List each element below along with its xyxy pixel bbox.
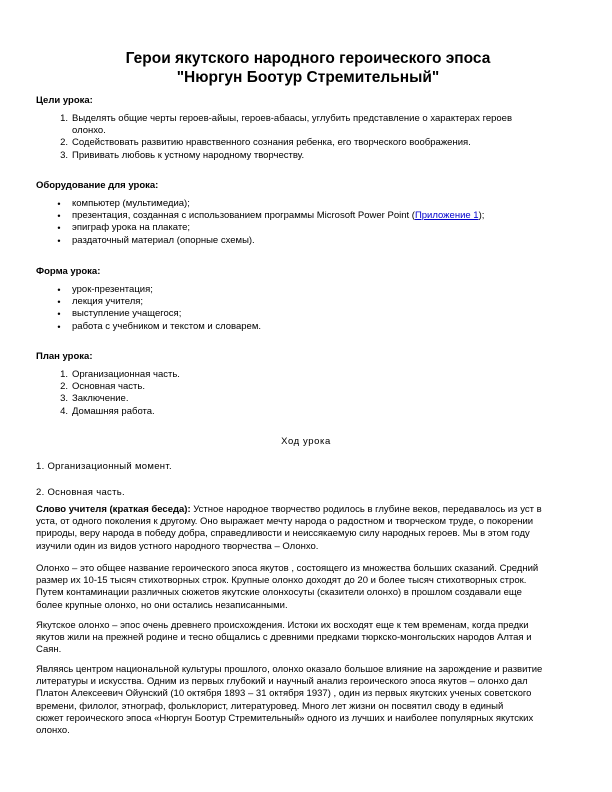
equipment-item-text: раздаточный материал (опорные схемы).: [72, 234, 255, 246]
plan-item-number: 4.: [60, 405, 68, 417]
goals-heading: Цели урока:: [36, 95, 93, 106]
lesson-flow-heading: Ход урока: [281, 436, 331, 447]
paragraph-line: якутов жили на прежней родине и тесно общались с древними предками тюркско-монгольских народов Алтая и: [36, 632, 532, 644]
form-item-4: [0, 321, 562, 333]
plan-heading: План урока:: [36, 351, 93, 362]
form-list: [0, 284, 562, 333]
form-item-text: работа с учебником и текстом и словарем.: [72, 320, 262, 332]
plan-item-2: [0, 381, 562, 393]
teacher-word-lead: Слово учителя (краткая беседа):: [36, 504, 191, 515]
title-line-1: Герои якутского народного героического эпоса: [125, 50, 491, 67]
paragraph-line: Саян.: [36, 644, 62, 656]
equipment-item-1: [0, 198, 562, 210]
equipment-item-2: [0, 210, 562, 222]
plan-item-4: [0, 406, 562, 418]
paragraph-line: природы, веру народа в победу добра, справедливости и неиссякаемую силу народных героев. Мы в этом году: [36, 528, 530, 540]
plan-item-number: 2.: [60, 381, 68, 393]
equipment-item-text-post: );: [478, 210, 485, 222]
equipment-heading: Оборудование для урока:: [36, 180, 159, 191]
bullet-icon: •: [57, 223, 61, 234]
form-item-2: [0, 296, 562, 308]
bullet-icon: •: [57, 297, 61, 308]
form-item-text: лекция учителя;: [72, 296, 144, 308]
paragraph-line: олонхо.: [36, 725, 70, 737]
equipment-item-text-pre: презентация, созданная с использованием программы Microsoft Power Point (: [72, 210, 415, 222]
paragraph-line: Олонхо – это общее название героического эпоса якутов , состоящего из множества больших сказаний. Средний: [36, 563, 539, 574]
bullet-icon: •: [57, 309, 61, 320]
paragraph-line: времени, филолог, этнограф, фольклорист, литературовед. Много лет жизни он посвятил своду в единый: [36, 700, 504, 712]
appendix-1-link[interactable]: Приложение 1: [414, 210, 479, 222]
form-item-text: урок-презентация;: [72, 284, 153, 295]
goals-list: [0, 113, 562, 162]
goals-item-text-line: олонхо.: [72, 125, 106, 137]
goals-item-2: [0, 137, 562, 149]
paragraph-line: литературы и искусства. Одним из первых глубокий и научный анализ героического эпоса якутов – олонхо дал: [36, 676, 528, 688]
plan-item-text: Организационная часть.: [72, 369, 180, 380]
paragraph-line: Устное народное творчество родилось в глубине веков, передавалось из уст в: [190, 504, 542, 515]
form-item-text: выступление учащегося;: [72, 308, 182, 320]
teacher-word-paragraph: [36, 504, 581, 553]
equipment-item-text: [72, 210, 562, 222]
paragraph-line: размер их 10-15 тысяч стихотворных строк. Крупные олонхо доходят до 20 и более тысяч стихотворных строк.: [36, 575, 527, 587]
paragraph-line: изучили один из видов устного народного творчества – Олонхо.: [36, 540, 319, 552]
goals-item-number: 3.: [60, 149, 68, 161]
goals-item-text: Прививать любовь к устному народному творчеству.: [72, 149, 305, 161]
paragraph-line: Якутское олонхо – эпос очень древнего происхождения. Истоки их восходят еще к тем временам, когда предки: [36, 620, 529, 631]
plan-item-text: Домашняя работа.: [72, 405, 155, 417]
paragraph-line: Путем контаминации различных сюжетов якутские олонхосуты (сказители олонхо) в прошлом создавали еще: [36, 587, 522, 599]
part-1-heading: 1. Организационный момент.: [36, 461, 172, 472]
goals-item-text: [72, 113, 562, 137]
plan-item-1: [0, 369, 562, 381]
form-heading: Форма урока:: [36, 266, 101, 277]
plan-item-3: [0, 393, 562, 405]
paragraph-line: Являясь центром национальной культуры прошлого, олонхо оказало большое влияние на зарождение и развитие: [36, 664, 543, 675]
plan-item-text: Заключение.: [72, 393, 129, 405]
bullet-icon: •: [57, 235, 61, 246]
goals-item-text-line: Выделять общие черты героев-айыы, героев-абаасы, углубить представление о характерах героев: [72, 113, 513, 124]
equipment-list: [0, 198, 562, 247]
part-2-heading: 2. Основная часть.: [36, 487, 125, 498]
olonkho-definition-paragraph: [36, 563, 581, 612]
plan-item-number: 3.: [60, 393, 68, 405]
goals-item-number: 2.: [60, 137, 68, 149]
bullet-icon: •: [57, 199, 61, 209]
plan-item-text: Основная часть.: [72, 381, 145, 393]
paragraph-line: уста, от одного поколения к другому. Оно выражает мечту народа о радостном и творческом труде, о покорении: [36, 516, 534, 528]
paragraph-line: Платон Алексеевич Ойунский (10 октября 1893 – 31 октября 1937) , один из первых якутских ученых советского: [36, 688, 532, 700]
goals-item-1: [0, 113, 562, 137]
equipment-item-4: [0, 235, 562, 247]
goals-item-3: [0, 150, 562, 162]
form-item-3: [0, 308, 562, 320]
document-title: [40, 49, 576, 87]
olonkho-origin-paragraph: [36, 620, 581, 657]
bullet-icon: •: [57, 321, 61, 332]
form-item-1: [0, 284, 562, 296]
plan-item-number: 1.: [60, 369, 68, 380]
goals-item-number: 1.: [60, 113, 68, 124]
bullet-icon: •: [57, 211, 61, 222]
bullet-icon: •: [57, 285, 61, 295]
equipment-item-text: эпиграф урока на плакате;: [72, 222, 191, 234]
plan-list: [0, 369, 562, 418]
olonkho-culture-paragraph: [36, 664, 581, 737]
paragraph-line: более крупные олонхо, но они остались незаписанными.: [36, 599, 288, 611]
equipment-item-text: компьютер (мультимедиа);: [72, 198, 190, 209]
title-line-2: "Нюргун Боотур Стремительный": [176, 69, 440, 86]
equipment-item-3: [0, 222, 562, 234]
goals-item-text: Содействовать развитию нравственного сознания ребенка, его творческого воображения.: [72, 137, 471, 149]
paragraph-line: сюжет героического эпоса «Нюргун Боотур Стремительный» одного из лучших и наиболее популярных якутских: [36, 712, 534, 724]
